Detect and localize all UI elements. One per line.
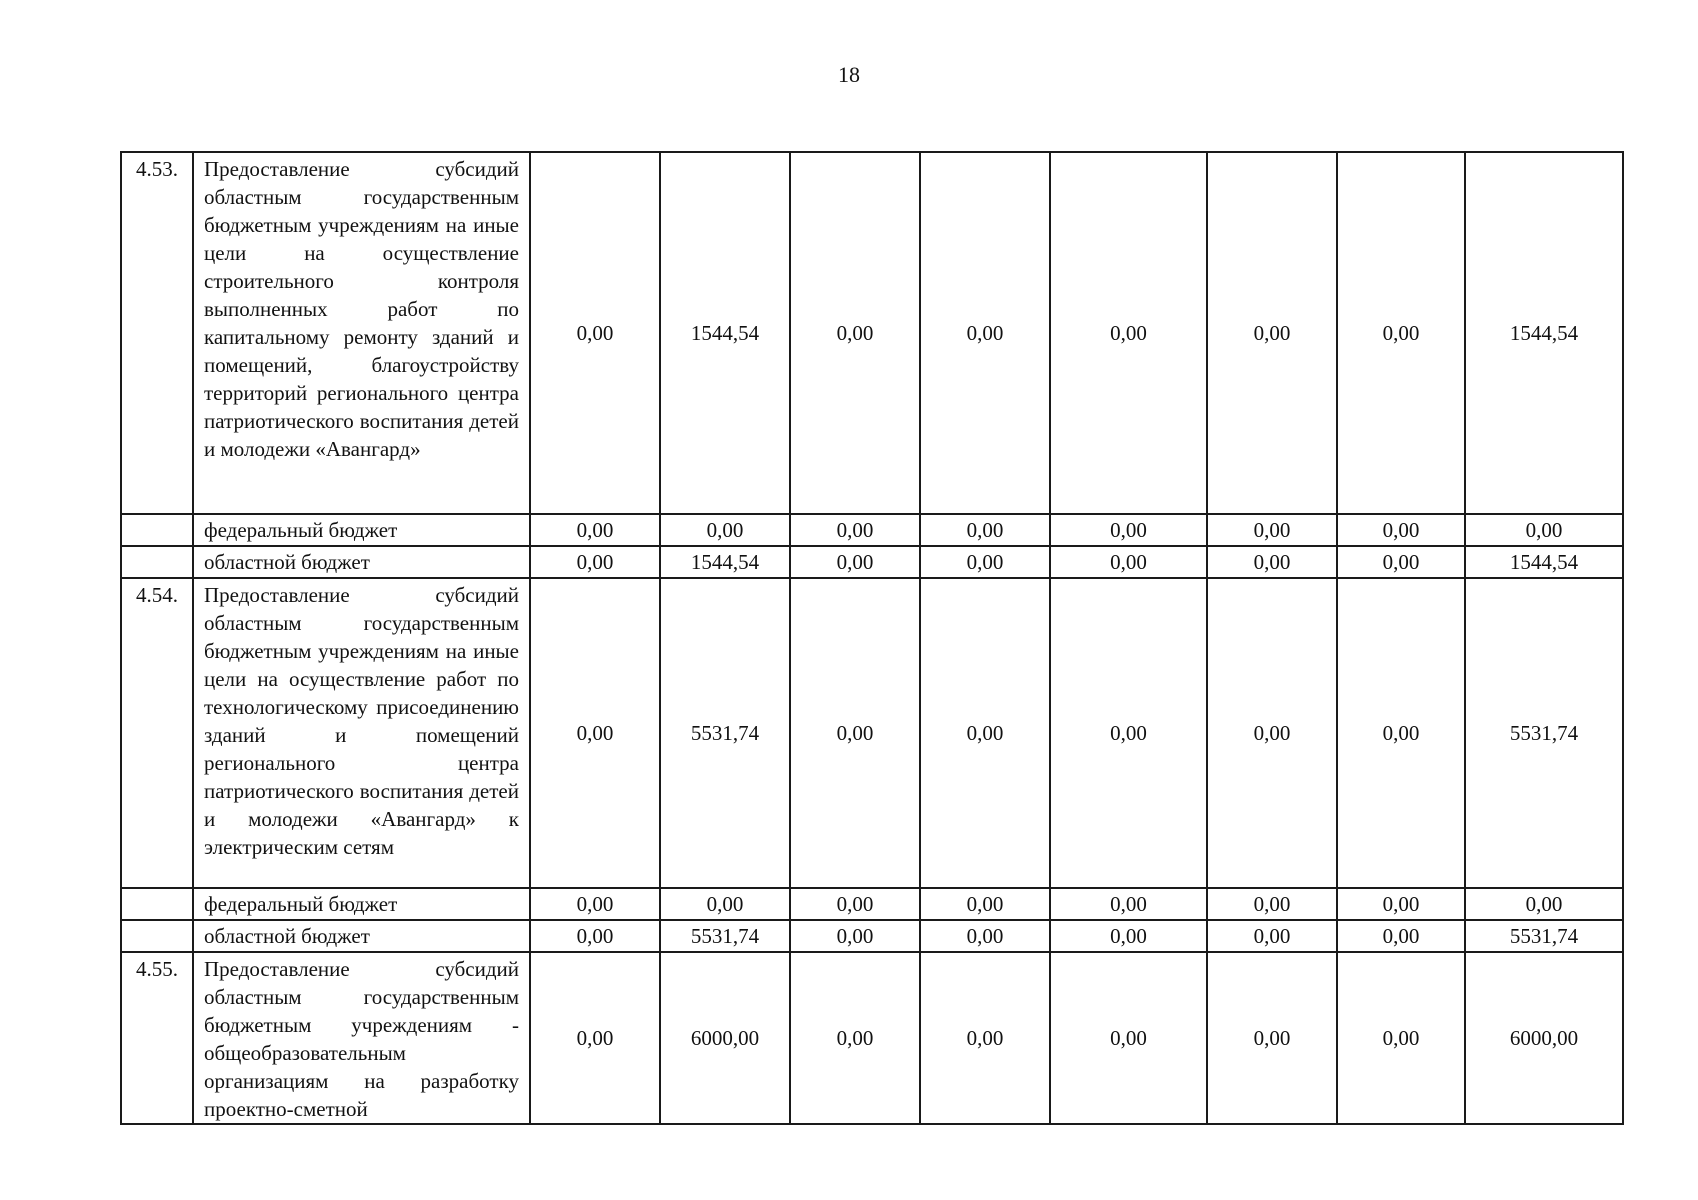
value-cell: 0,00 xyxy=(790,152,920,514)
value-cell: 0,00 xyxy=(790,920,920,952)
value-cell: 0,00 xyxy=(1207,952,1337,1124)
row-number xyxy=(121,888,193,920)
table-row xyxy=(121,514,1623,546)
value-cell: 0,00 xyxy=(920,152,1050,514)
table-row xyxy=(121,152,1623,514)
total-cell: 0,00 xyxy=(1465,514,1623,546)
value-cell: 5531,74 xyxy=(660,578,790,888)
value-cell: 1544,54 xyxy=(660,152,790,514)
value-cell: 0,00 xyxy=(1337,152,1465,514)
value-cell: 0,00 xyxy=(1337,514,1465,546)
value-cell: 0,00 xyxy=(530,920,660,952)
value-cell: 0,00 xyxy=(920,578,1050,888)
value-cell: 0,00 xyxy=(1050,920,1207,952)
value-cell: 0,00 xyxy=(790,578,920,888)
value-cell: 0,00 xyxy=(530,952,660,1124)
value-cell: 0,00 xyxy=(1050,888,1207,920)
value-cell: 0,00 xyxy=(530,152,660,514)
value-cell: 0,00 xyxy=(790,546,920,578)
value-cell: 0,00 xyxy=(920,546,1050,578)
value-cell: 0,00 xyxy=(790,952,920,1124)
row-number xyxy=(121,514,193,546)
value-cell: 0,00 xyxy=(1337,546,1465,578)
value-cell: 0,00 xyxy=(1337,920,1465,952)
value-cell: 0,00 xyxy=(1050,152,1207,514)
value-cell: 0,00 xyxy=(1050,578,1207,888)
page-number: 18 xyxy=(838,62,860,87)
value-cell: 0,00 xyxy=(1050,514,1207,546)
row-number: 4.55. xyxy=(121,952,193,1124)
total-cell: 0,00 xyxy=(1465,888,1623,920)
table-row xyxy=(121,952,1623,1124)
value-cell: 0,00 xyxy=(920,952,1050,1124)
total-cell: 6000,00 xyxy=(1465,952,1623,1124)
total-cell: 1544,54 xyxy=(1465,152,1623,514)
table-row xyxy=(121,920,1623,952)
value-cell: 0,00 xyxy=(790,888,920,920)
budget-table xyxy=(120,151,1624,1125)
value-cell: 0,00 xyxy=(1050,546,1207,578)
value-cell: 0,00 xyxy=(1207,888,1337,920)
total-cell: 5531,74 xyxy=(1465,578,1623,888)
total-cell: 5531,74 xyxy=(1465,920,1623,952)
table-row xyxy=(121,888,1623,920)
row-description: областной бюджет xyxy=(193,546,530,578)
table-row xyxy=(121,578,1623,888)
row-number xyxy=(121,920,193,952)
value-cell: 0,00 xyxy=(530,546,660,578)
value-cell: 6000,00 xyxy=(660,952,790,1124)
value-cell: 0,00 xyxy=(530,888,660,920)
value-cell: 0,00 xyxy=(1337,952,1465,1124)
value-cell: 0,00 xyxy=(1337,578,1465,888)
value-cell: 0,00 xyxy=(1207,920,1337,952)
row-description: областной бюджет xyxy=(193,920,530,952)
value-cell: 0,00 xyxy=(1207,514,1337,546)
value-cell: 1544,54 xyxy=(660,546,790,578)
value-cell: 0,00 xyxy=(920,514,1050,546)
row-description: федеральный бюджет xyxy=(193,888,530,920)
value-cell: 0,00 xyxy=(920,888,1050,920)
row-description: федеральный бюджет xyxy=(193,514,530,546)
value-cell: 0,00 xyxy=(660,888,790,920)
value-cell: 0,00 xyxy=(1050,952,1207,1124)
row-number: 4.54. xyxy=(121,578,193,888)
row-description: Предоставление субсидий областным государственным бюджетным учреждениям на иные цели на осуществление работ по технологическому присоединению зданий и помещений регионального центра патриотического воспитания детей и молодежи «Авангард» к электрическим сетям xyxy=(193,578,530,888)
value-cell: 0,00 xyxy=(790,514,920,546)
row-description: Предоставление субсидий областным государственным бюджетным учреждениям - общеобразовательным организациям на разработку проектно-сметной xyxy=(193,952,530,1124)
table-row xyxy=(121,546,1623,578)
value-cell: 0,00 xyxy=(1337,888,1465,920)
row-number: 4.53. xyxy=(121,152,193,514)
value-cell: 0,00 xyxy=(660,514,790,546)
value-cell: 0,00 xyxy=(1207,578,1337,888)
value-cell: 0,00 xyxy=(530,578,660,888)
row-number xyxy=(121,546,193,578)
value-cell: 0,00 xyxy=(1207,546,1337,578)
value-cell: 0,00 xyxy=(530,514,660,546)
value-cell: 0,00 xyxy=(1207,152,1337,514)
value-cell: 5531,74 xyxy=(660,920,790,952)
row-description: Предоставление субсидий областным государственным бюджетным учреждениям на иные цели на осуществление строительного контроля выполненных работ по капитальному ремонту зданий и помещений, благоустройству территорий регионального центра патриотического воспитания детей и молодежи «Авангард» xyxy=(193,152,530,514)
value-cell: 0,00 xyxy=(920,920,1050,952)
total-cell: 1544,54 xyxy=(1465,546,1623,578)
